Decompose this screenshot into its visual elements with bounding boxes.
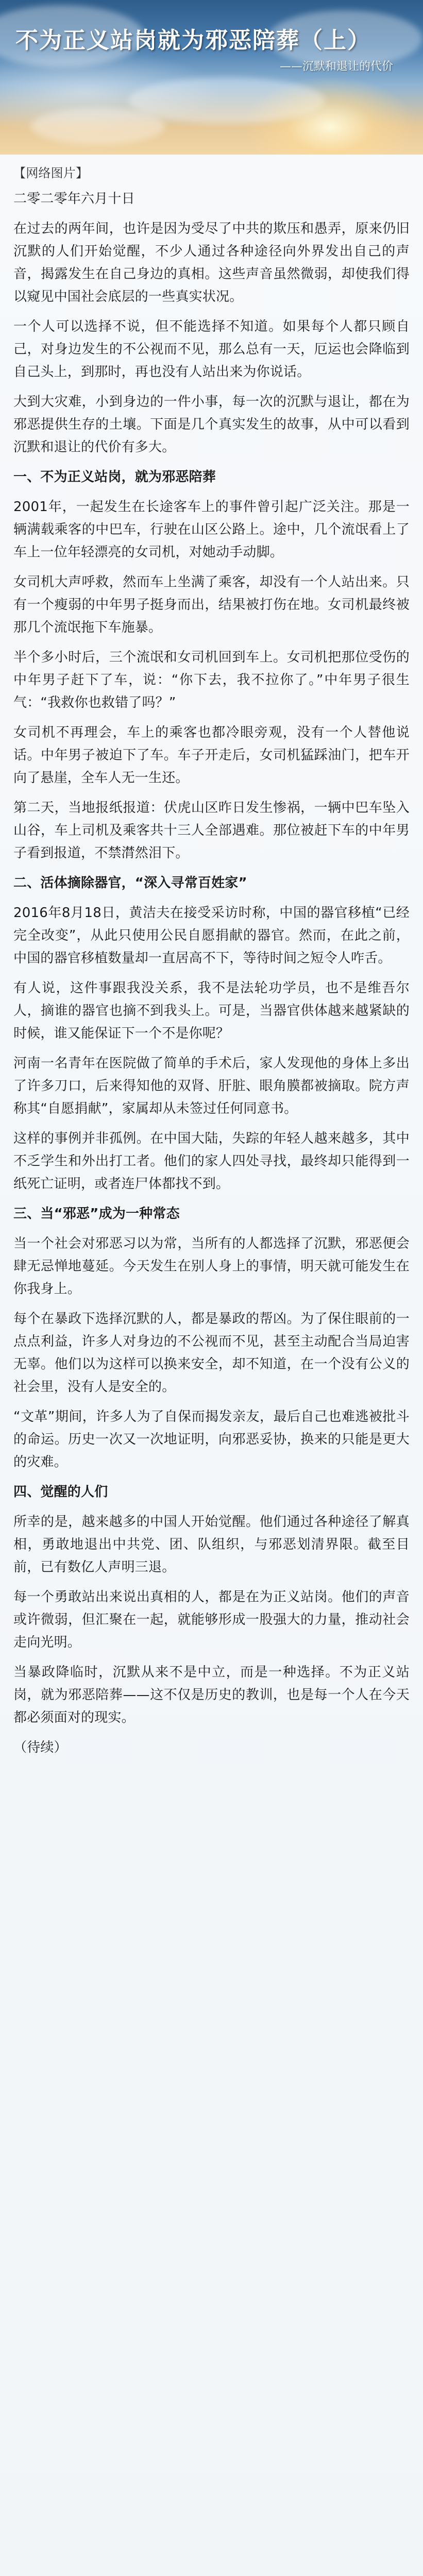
paragraph: 当暴政降临时，沉默从来不是中立，而是一种选择。不为正义站岗，就为邪恶陪葬——这不仅是历史的教训，也是每一个人在今天都必须面对的现实。 xyxy=(13,1665,410,1725)
paragraph: 2001年，一起发生在长途客车上的事件曾引起广泛关注。那是一辆满载乘客的中巴车，行驶在山区公路上。途中，几个流氓看上了车上一位年轻漂亮的女司机，对她动手动脚。 xyxy=(13,499,410,560)
article-subtitle: ——沉默和退让的代价 xyxy=(279,60,393,73)
paragraph: 这样的事例并非孤例。在中国大陆，失踪的年轻人越来越多，其中不乏学生和外出打工者。他们的家人四处寻找，最终却只能得到一纸死亡证明，或者连尸体都找不到。 xyxy=(13,1131,410,1192)
header-banner xyxy=(0,0,423,155)
paragraph: 在过去的两年间，也许是因为受尽了中共的欺压和愚弄，原来仍旧沉默的人们开始觉醒，不少人通过各种途径向外界发出自己的声音，揭露发生在自己身边的真相。这些声音虽然微弱，却使我们得以窥见中国社会底层的一些真实状况。 xyxy=(13,221,410,304)
paragraph: 河南一名青年在医院做了简单的手术后，家人发现他的身体上多出了许多刀口，后来得知他的双肾、肝脏、眼角膜都被摘取。院方声称其“自愿捐献”，家属却从未签过任何同意书。 xyxy=(13,1056,410,1116)
section-heading: 三、当“邪恶”成为一种常态 xyxy=(13,1206,180,1222)
paragraph: 女司机大声呼救，然而车上坐满了乘客，却没有一个人站出来。只有一个瘦弱的中年男子挺身而出，结果被打伤在地。女司机最终被那几个流氓拖下车施暴。 xyxy=(13,574,410,635)
paragraph: 大到大灾难，小到身边的一件小事，每一次的沉默与退让，都在为邪恶提供生存的土壤。下面是几个真实发生的故事，从中可以看到沉默和退让的代价有多大。 xyxy=(13,394,410,455)
section-heading: 二、活体摘除器官，“深入寻常百姓家” xyxy=(13,875,247,891)
paragraph: 每个在暴政下选择沉默的人，都是暴政的帮凶。为了保住眼前的一点点利益，许多人对身边的不公视而不见，甚至主动配合当局迫害无辜。他们以为这样可以换来安全，却不知道，在一个没有公义的社会里，没有人是安全的。 xyxy=(13,1311,410,1395)
paragraph: “文革”期间，许多人为了自保而揭发亲友，最后自己也难逃被批斗的命运。历史一次又一次地证明，向邪恶妥协，换来的只能是更大的灾难。 xyxy=(13,1409,410,1470)
paragraph: 每一个勇敢站出来说出真相的人，都是在为正义站岗。他们的声音或许微弱，但汇聚在一起，就能够形成一股强大的力量，推动社会走向光明。 xyxy=(13,1589,410,1650)
paragraph: 女司机不再理会，车上的乘客也都冷眼旁观，没有一个人替他说话。中年男子被迫下了车。车子开走后，女司机猛踩油门，把车开向了悬崖，全车人无一生还。 xyxy=(13,725,410,786)
paragraph: （待续） xyxy=(13,1740,67,1755)
paragraph: 一个人可以选择不说，但不能选择不知道。如果每个人都只顾自己，对身边发生的不公视而不见，那么总有一天，厄运也会降临到自己头上，到那时，再也没有人站出来为你说话。 xyxy=(13,319,410,380)
section-heading: 一、不为正义站岗，就为邪恶陪葬 xyxy=(13,469,216,485)
paragraph: 有人说，这件事跟我没关系，我不是法轮功学员，也不是维吾尔人，摘谁的器官也摘不到我头上。可是，当器官供体越来越紧缺的时候，谁又能保证下一个不是你呢？ xyxy=(13,980,410,1041)
paragraph: 当一个社会对邪恶习以为常，当所有的人都选择了沉默，邪恶便会肆无忌惮地蔓延。今天发生在别人身上的事情，明天就可能发生在你我身上。 xyxy=(13,1236,410,1297)
image-tag: 【网络图片】 xyxy=(13,166,89,180)
article-body xyxy=(0,155,423,2576)
cloud-decoration xyxy=(31,108,165,144)
section-heading: 四、觉醒的人们 xyxy=(13,1484,108,1500)
paragraph: 2016年8月18日，黄洁夫在接受采访时称，中国的器官移植“已经完全改变”，从此只使用公民自愿捐献的器官。然而，在此之前，中国的器官移植数量却一直居高不下，等待时间之短令人咋舌。 xyxy=(13,905,410,966)
paragraph: 所幸的是，越来越多的中国人开始觉醒。他们通过各种途径了解真相，勇敢地退出中共党、团、队组织，与邪恶划清界限。截至目前，已有数亿人声明三退。 xyxy=(13,1514,410,1575)
article-title: 不为正义站岗就为邪恶陪葬（上） xyxy=(15,27,371,54)
paragraph: 第二天，当地报纸报道：伏虎山区昨日发生惨祸，一辆中巴车坠入山谷，车上司机及乘客共十三人全部遇难。那位被赶下车的中年男子看到报道，不禁潸然泪下。 xyxy=(13,800,410,861)
cloud-decoration xyxy=(129,77,325,124)
paragraph: 半个多小时后，三个流氓和女司机回到车上。女司机把那位受伤的中年男子赶下了车，说：“你下去，我不拉你了。”中年男子很生气：“我救你也救错了吗？” xyxy=(13,650,410,710)
article-date: 二零二零年六月十日 xyxy=(13,191,135,207)
